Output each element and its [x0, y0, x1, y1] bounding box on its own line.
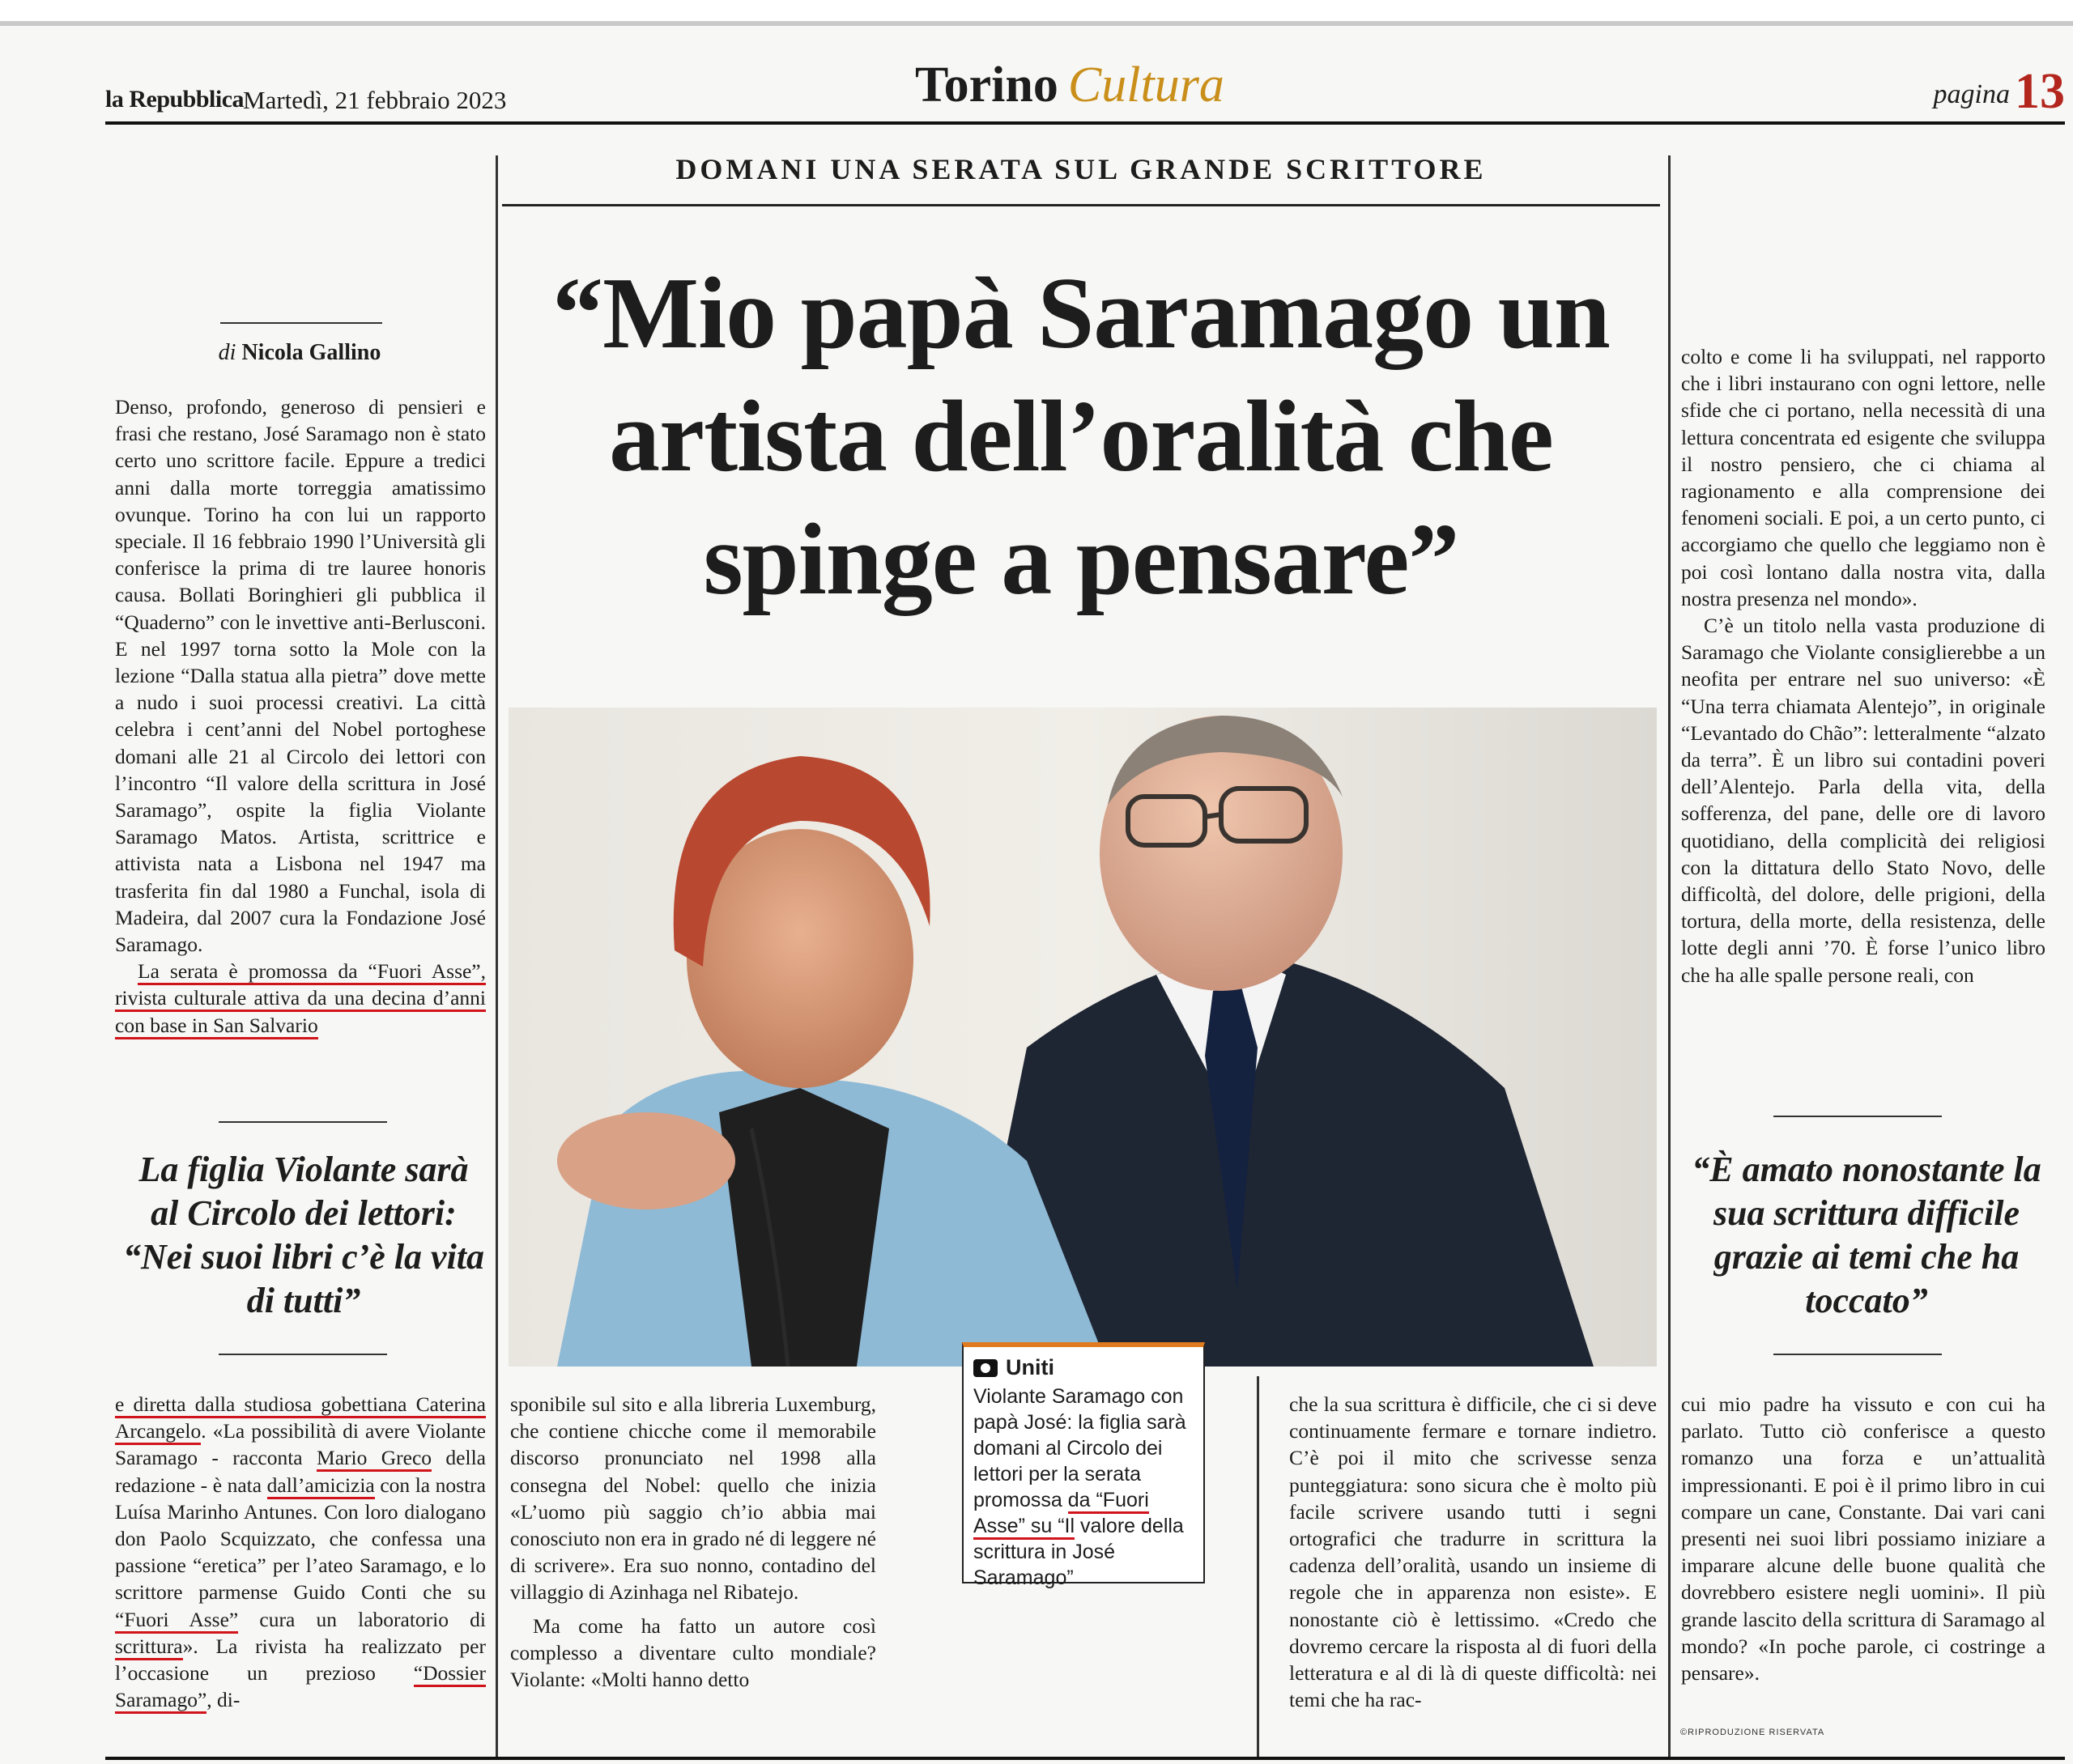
- paragraph: cui mio padre ha vissuto e con cui ha parlato. Tutto ciò conferisce a questo romanzo una forza e un’attualità impressionanti. E poi è il primo libro in cui compare un cane, Constante. Dai vari cani presenti nei suoi libri possiamo iniziare a imparare alcune delle buone qualità che dovrebbero esistere negli uomini». Il più grande lascito della scrittura di Saramago al mondo? «In poche parole, ci costringe a pensare».: [1681, 1392, 2045, 1685]
- masthead-rule: [105, 121, 2065, 125]
- masthead: [105, 57, 2065, 130]
- byline-author: Nicola Gallino: [241, 340, 381, 365]
- paragraph: [115, 958, 486, 1039]
- paragraph: [115, 1391, 486, 1713]
- pullquote-rule: [1773, 1354, 1942, 1355]
- caption-title: [973, 1355, 1194, 1380]
- article-column-3b: [1289, 1391, 1657, 1713]
- text-run: ». La rivista ha realizzato per l’occasione un prezioso: [115, 1634, 486, 1685]
- kicker-rule: [502, 204, 1660, 206]
- underlined-text: da “Fuori Asse” su “Il: [973, 1489, 1149, 1540]
- pullquote-left: La figlia Violante sarà al Circolo dei lettori: “Nei suoi libri c’è la vita di tutti”: [122, 1150, 485, 1320]
- paragraph: colto e come li ha sviluppati, nel rapporto che i libri instaurano con ogni lettore, nelle sfide che ci portano, nella necessità di una lettura concentrata ed esigente che sviluppa il nostro pensiero, che ci chiama al ragionamento e alla comprensione dei fenomeni sociali. E poi, a un certo punto, ci accorgiamo che quello che leggiamo non è poi così lontano dalla nostra vita, dalla nostra presenza nel mondo».: [1681, 345, 2045, 610]
- underlined-text: La serata è promossa da “Fuori Asse”, rivista culturale attiva da una decina d’anni con base in San Salvario: [115, 959, 486, 1039]
- article-column-1b: [115, 1391, 486, 1713]
- pullquote-right: “È amato nonostante la sua scrittura difficile grazie ai temi che ha toccato”: [1692, 1150, 2041, 1320]
- text-run: della redazione - è nata: [115, 1446, 486, 1497]
- page-number-value: 13: [2015, 64, 2065, 119]
- headline: “Mio papà Saramago un artista dell’oralità che spinge a pensare”: [552, 257, 1610, 616]
- paragraph: C’è un titolo nella vasta produzione di Saramago che Violante consiglierebbe a un neofita per entrare nel suo universo: «È “Una terra chiamata Alentejo”, in originale “Levantado do Chão”: letteralmente “alzato da terra”. È un libro sui contadini poveri dell’Alentejo. Parla della vita, della sofferenza, del pane, delle ore di lavoro quotidiano, della complicità dei religiosi con la dittatura dello Stato Novo, delle difficoltà, del dolore, delle prigioni, della tortura, della morte, della resistenza, delle lotte degli anni ’70. È forse l’unico libro che ha alle spalle persone reali, con: [1681, 614, 2045, 987]
- copyright-notice: ©RIPRODUZIONE RISERVATA: [1680, 1728, 1825, 1737]
- caption-body: [973, 1384, 1194, 1591]
- text-run: Violante Saramago con papà José: la figlia sarà domani al Circolo dei lettori per la serata promossa: [973, 1385, 1186, 1511]
- text-run: . «La possibilità di avere Violante Saramago - racconta: [115, 1419, 486, 1470]
- text-run: cura un laboratorio di: [238, 1607, 486, 1631]
- pullquote-rule: [1773, 1116, 1942, 1117]
- article-column-4: [1681, 343, 2045, 988]
- paragraph: Denso, profondo, generoso di pensieri e frasi che restano, José Saramago non è stato certo uno scrittore facile. Eppure a tredici anni dalla morte torreggia amatissimo ovunque. Torino ha con lui un rapporto speciale. Il 16 febbraio 1990 l’Università gli conferisce la prima di tre lauree honoris causa. Bollati Boringhieri gli pubblica il “Quaderno” con le invettive anti-Berlusconi. E nel 1997 torna sotto la Mole con la lezione “Dalla statua alla pietra” dove mette a nudo i suoi processi creativi. La città celebra i cent’anni del Nobel portoghese domani alle 21 al Circolo dei lettori con l’incontro “Il valore della scrittura in José Saramago”, ospite la figlia Violante Saramago Matos. Artista, scrittrice e attivista nata a Lisbona nel 1947 ma trasferita fin dal 1980 a Funchal, isola di Madeira, dal 2007 cura la Fondazione José Saramago.: [115, 395, 486, 957]
- page-bottom-rule: [105, 1757, 2065, 1760]
- pullquote-rule: [219, 1121, 387, 1123]
- newspaper-logo: la Repubblica: [105, 86, 245, 113]
- browser-top-strip: [0, 0, 2073, 26]
- column-divider-left: [496, 155, 498, 1757]
- byline-rule: [220, 322, 382, 324]
- article-column-2b: [510, 1391, 876, 1693]
- column-divider-lower-middle: [1257, 1376, 1259, 1757]
- article-column-4b: [1681, 1391, 2045, 1686]
- photo-caption: [962, 1342, 1205, 1589]
- section-title: [915, 57, 1401, 114]
- caption-title-text: Uniti: [1006, 1355, 1054, 1379]
- pullquote-rule: [219, 1354, 387, 1355]
- underlined-text: scrittura: [115, 1634, 183, 1660]
- photo-illustration: [509, 708, 1657, 1367]
- text-run: con la nostra Luísa Marinho Antunes. Con loro dialogano don Paolo Scquizzato, che confessa una passione “eretica” per l’ateo Saramago, e lo scrittore parmense Guido Conti che su: [115, 1473, 486, 1605]
- section-name: Cultura: [1067, 57, 1224, 113]
- page-number: [1934, 63, 2065, 121]
- text-run: , di-: [206, 1688, 241, 1712]
- underlined-text: dall’amicizia: [267, 1473, 375, 1499]
- article-photo: [509, 708, 1657, 1367]
- byline: [105, 340, 494, 366]
- underlined-text: “Dossier Saramago”: [115, 1661, 486, 1714]
- paragraph: sponibile sul sito e alla libreria Luxemburg, che contiene chicche come il memorabile discorso pronunciato nel 1998 alla consegna del Nobel: quello che inizia «L’uomo più saggio ch’io abbia mai conosciuto non era in grado né di leggere né di scrivere». Era suo nonno, contadino del villaggio di Azinhaga nel Ribatejo.: [510, 1392, 876, 1605]
- page-word: pagina: [1933, 79, 2010, 109]
- kicker: DOMANI UNA SERATA SUL GRANDE SCRITTORE: [675, 153, 1487, 185]
- underlined-text: e diretta dalla studiosa gobettiana Caterina Arcangelo: [115, 1392, 486, 1445]
- section-city: Torino: [915, 57, 1058, 113]
- article-column-1: [115, 393, 486, 1039]
- text-run: valore della scrittura in José Saramago”: [973, 1515, 1184, 1589]
- issue-date: Martedì, 21 febbraio 2023: [243, 86, 507, 114]
- paragraph: Ma come ha fatto un autore così complesso a diventare culto mondiale? Violante: «Molti hanno detto: [510, 1613, 876, 1692]
- underlined-text: Mario Greco: [317, 1446, 432, 1472]
- paragraph: che la sua scrittura è difficile, che ci si deve continuamente fermare e tornare indietro. C’è poi il mito che scrivesse senza punteggiatura: sono sicura che è molto più facile scrivere usando tutti i segni ortografici che tradurre in scrittura la cadenza dell’oralità, usando un insieme di regole che in apparenza non esiste». E nonostante ciò è lettissimo. «Credo che dovremo cercare la risposta al di fuori della letteratura e al di là di queste difficoltà: nei temi che ha rac-: [1289, 1392, 1657, 1712]
- underlined-text: “Fuori Asse”: [115, 1608, 238, 1634]
- camera-icon: [973, 1359, 998, 1377]
- byline-di: di: [218, 340, 236, 365]
